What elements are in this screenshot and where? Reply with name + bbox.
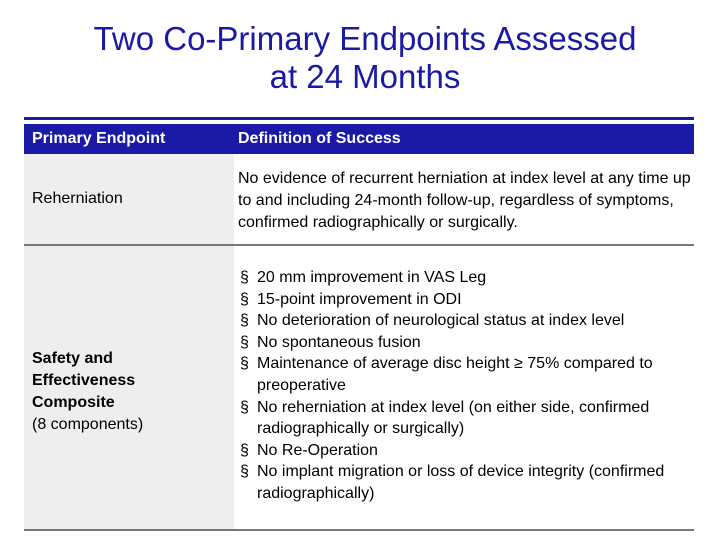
bullet-marker: § (240, 312, 249, 330)
definition-cell: No evidence of recurrent herniation at index level at any time up to and including 24-month follow-up, regardless of symptoms, confirmed radiographically or surgically. (234, 154, 694, 244)
composite-components-list (238, 246, 694, 505)
list-item: § No implant migration or loss of device integrity (confirmed radiographically) (240, 463, 665, 502)
bullet-marker: § (240, 290, 249, 308)
slide-title-line1: Two Co-Primary Endpoints Assessed (93, 20, 637, 57)
endpoints-table (24, 124, 694, 531)
endpoint-name-line: Safety and (32, 349, 113, 367)
bullet-marker: § (240, 463, 249, 481)
list-item: § No spontaneous fusion (238, 332, 694, 354)
definition-cell (234, 246, 694, 529)
endpoint-cell (24, 246, 234, 529)
endpoint-name-line: Effectiveness (32, 371, 136, 389)
bullet-marker: § (240, 333, 249, 351)
header-primary-endpoint: Primary Endpoint (32, 130, 166, 147)
list-item: § No deterioration of neurological status at index level (238, 310, 694, 332)
header-definition-of-success: Definition of Success (238, 130, 401, 147)
bullet-marker: § (240, 355, 249, 373)
table-row (24, 246, 694, 531)
list-item: § No reherniation at index level (on either side, confirmed radiographically or surgically) (240, 398, 650, 438)
list-item: § No Re-Operation (238, 440, 694, 462)
endpoint-reherniation: Reherniation (32, 190, 123, 207)
slide-title-line2: at 24 Months (269, 58, 461, 95)
list-item: § 15-point improvement in ODI (238, 289, 694, 311)
table-header-row (24, 124, 694, 154)
bullet-marker: § (240, 398, 249, 416)
bullet-marker: § (240, 269, 249, 286)
table-row (24, 154, 694, 246)
title-divider (24, 117, 694, 120)
list-item: § 20 mm improvement in VAS Leg (238, 267, 694, 289)
list-item: § Maintenance of average disc height ≥ 75% compared to preoperative (240, 355, 653, 394)
endpoint-name-line: Composite (32, 393, 115, 411)
bullet-marker: § (240, 441, 249, 459)
slide-title (0, 20, 720, 96)
endpoint-cell (24, 154, 234, 244)
endpoint-components-note: (8 components) (32, 415, 144, 433)
